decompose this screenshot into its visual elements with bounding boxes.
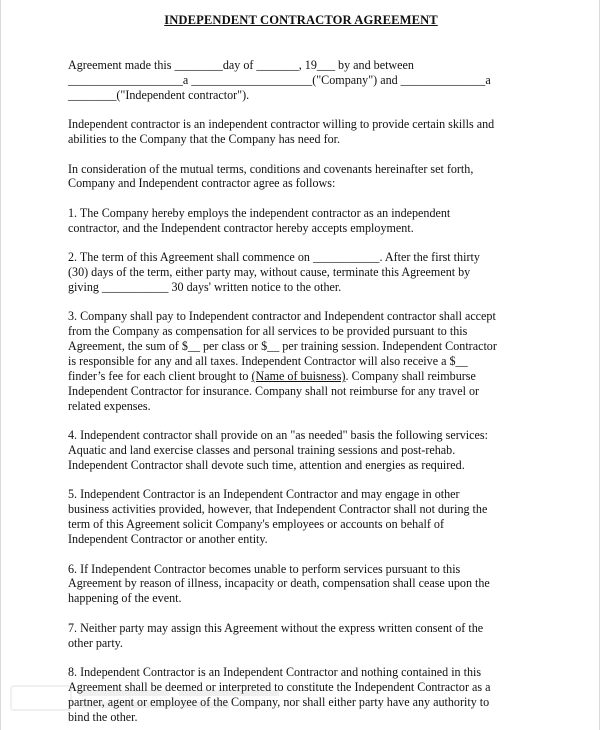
text-line: ________("Independent contractor").: [68, 87, 250, 102]
clause-7: [68, 621, 538, 651]
text-line: Agreement by reason of illness, incapacity or death, compensation shall cease upon the: [68, 576, 490, 591]
text-line: In consideration of the mutual terms, conditions and covenants hereinafter set forth,: [68, 161, 474, 176]
text-line: Independent Contractor for insurance. Company shall not reimburse for any travel or: [68, 383, 480, 398]
text-line: Agreement made this ________day of _______, 19___ by and between: [68, 58, 414, 72]
text-line: 2. The term of this Agreement shall commence on ___________. After the first thirty: [68, 250, 480, 265]
text-line: [68, 369, 538, 384]
text-line: other party.: [68, 635, 123, 650]
text-line: 1. The Company hereby employs the independent contractor as an independent: [68, 205, 451, 220]
paragraph-recital: [68, 117, 538, 147]
business-name-placeholder: (Name of buisness): [251, 369, 346, 383]
text-fragment: finder’s fee for each client brought to: [68, 369, 252, 383]
clause-1: [68, 206, 538, 236]
paragraph-consideration: [68, 162, 538, 192]
title-text: INDEPENDENT CONTRACTOR AGREEMENT: [164, 13, 438, 27]
watermark-graphic: [9, 678, 309, 718]
text-line: related expenses.: [68, 398, 151, 413]
text-line: from the Company as compensation for all services to be provided pursuant to this: [68, 324, 468, 339]
text-line: giving ___________ 30 days' written notice to the other.: [68, 279, 342, 294]
text-line: 6. If Independent Contractor becomes unable to perform services pursuant to this: [68, 561, 461, 576]
text-line: 5. Independent Contractor is an Independent Contractor and may engage in other: [68, 487, 460, 502]
text-line: abilities to the Company that the Company has need for.: [68, 132, 341, 147]
text-line: 3. Company shall pay to Independent contractor and Independent contractor shall accept: [68, 309, 496, 324]
text-fragment: . Company shall reimburse: [345, 369, 476, 383]
paragraph-preamble: [68, 58, 538, 103]
text-line: 7. Neither party may assign this Agreement without the express written consent of the: [68, 620, 484, 635]
clause-6: [68, 562, 538, 607]
document-title: [1, 13, 600, 28]
text-line: partner, agent or employee of the Company, nor shall either party have any authority to: [68, 694, 490, 709]
document-body: [68, 58, 538, 730]
text-line: bind the other.: [68, 709, 138, 724]
text-line: Company and Independent contractor agree as follows:: [68, 176, 336, 191]
text-line: Agreement, the sum of $__ per class or $__ per training session. Independent Contractor: [68, 339, 497, 354]
text-line: ___________________a ____________________("Company") and ______________a: [68, 72, 491, 87]
text-line: Independent contractor is an independent contractor willing to provide certain skills and: [68, 117, 495, 132]
text-line: contractor, and the Independent contractor hereby accepts employment.: [68, 220, 414, 235]
text-line: Agreement shall be deemed or interpreted to constitute the Independent Contractor as a: [68, 680, 491, 694]
text-line: (30) days of the term, either party may, without cause, terminate this Agreement by: [68, 265, 471, 280]
clause-3: [68, 309, 538, 413]
clause-4: [68, 428, 538, 473]
text-line: Independent Contractor shall devote such time, attention and energies as required.: [68, 458, 465, 473]
clause-5: [68, 487, 538, 547]
text-line: term of this Agreement solicit Company's employees or accounts on behalf of: [68, 517, 444, 532]
text-line: business activities provided, however, that Independent Contractor shall not during the: [68, 502, 488, 517]
text-line: Independent Contractor or another entity.: [68, 532, 268, 547]
text-line: Aquatic and land exercise classes and personal training sessions and post-rehab.: [68, 443, 456, 458]
clause-2: [68, 250, 538, 295]
text-line: 8. Independent Contractor is an Independent Contractor and nothing contained in this: [68, 665, 482, 680]
text-line: 4. Independent contractor shall provide on an "as needed" basis the following services:: [68, 428, 488, 443]
text-line: happening of the event.: [68, 591, 182, 606]
text-line: is responsible for any and all taxes. Independent Contractor will also receive a $__: [68, 354, 468, 369]
